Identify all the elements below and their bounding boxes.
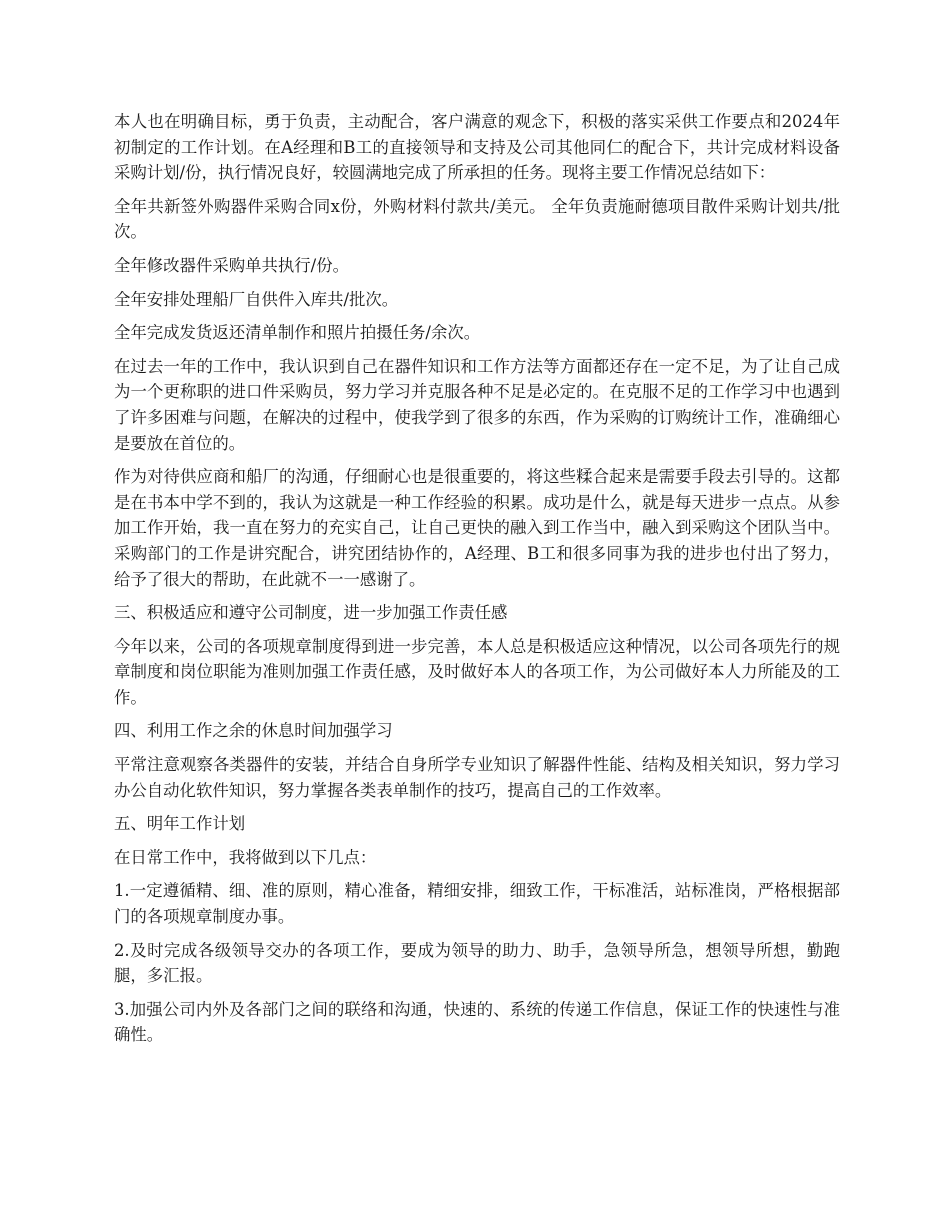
- paragraph-rules: 今年以来，公司的各项规章制度得到进一步完善，本人总是积极适应这种情况，以公司各项先行的规章制度和岗位职能为准则加强工作责任感，及时做好本人的各项工作，为公司做好本人力所能及的工作。: [114, 636, 840, 707]
- paragraph-plan-intro: 在日常工作中，我将做到以下几点：: [114, 847, 377, 867]
- paragraph-contracts: 全年共新签外购器件采购合同x份，外购材料付款共/美元。 全年负责施耐德项目散件采购计划共/批次。: [114, 196, 840, 242]
- plan-item-1: 1.一定遵循精、细、准的原则，精心准备，精细安排，细致工作，干标准活，站标准岗，严格根据部门的各项规章制度办事。: [114, 881, 840, 927]
- section-heading-5: 五、明年工作计划: [114, 814, 246, 834]
- plan-item-3: 3.加强公司内外及各部门之间的联络和沟通，快速的、系统的传递工作信息，保证工作的快速性与准确性。: [114, 999, 840, 1045]
- paragraph-shipping: 全年完成发货返还清单制作和照片拍摄任务/余次。: [114, 323, 481, 343]
- plan-item-2: 2.及时完成各级领导交办的各项工作，要成为领导的助力、助手，急领导所急，想领导所想，勤跑腿，多汇报。: [114, 940, 840, 986]
- paragraph-learning: 平常注意观察各类器件的安装，并结合自身所学专业知识了解器件性能、结构及相关知识，努力学习办公自动化软件知识，努力掌握各类表单制作的技巧，提高自己的工作效率。: [114, 755, 840, 800]
- paragraph-communication: 作为对待供应商和船厂的沟通，仔细耐心也是很重要的，将这些糅合起来是需要手段去引导的。这都是在书本中学不到的，我认为这就是一种工作经验的积累。成功是什么，就是每天进步一点点。从参加工作开始，我一直在努力的充实自己，让自己更快的融入到工作当中，融入到采购这个团队当中。采购部门的工作是讲究配合，讲究团结协作的，A经理、B工和很多同事为我的进步也付出了努力，给予了很大的帮助，在此就不一一感谢了。: [114, 467, 840, 589]
- paragraph-reflection: 在过去一年的工作中，我认识到自己在器件知识和工作方法等方面都还存在一定不足，为了让自己成为一个更称职的进口件采购员，努力学习并克服各种不足是必定的。在克服不足的工作学习中也遇到了许多困难与问题，在解决的过程中，使我学到了很多的东西，作为采购的订购统计工作，准确细心是要放在首位的。: [114, 356, 840, 453]
- document-page: [114, 109, 840, 1056]
- paragraph-revisions: 全年修改器件采购单共执行/份。: [114, 255, 349, 275]
- section-heading-4: 四、利用工作之余的休息时间加强学习: [114, 721, 393, 741]
- paragraph-intro: 本人也在明确目标，勇于负责，主动配合，客户满意的观念下，积极的落实采供工作要点和2024年初制定的工作计划。在A经理和B工的直接领导和支持及公司其他同仁的配合下，共计完成材料设备采购计划/份，执行情况良好，较圆满地完成了所承担的任务。现将主要工作情况总结如下：: [114, 112, 840, 183]
- section-heading-3: 三、积极适应和遵守公司制度，进一步加强工作责任感: [114, 603, 508, 623]
- paragraph-warehousing: 全年安排处理船厂自供件入库共/批次。: [114, 289, 399, 309]
